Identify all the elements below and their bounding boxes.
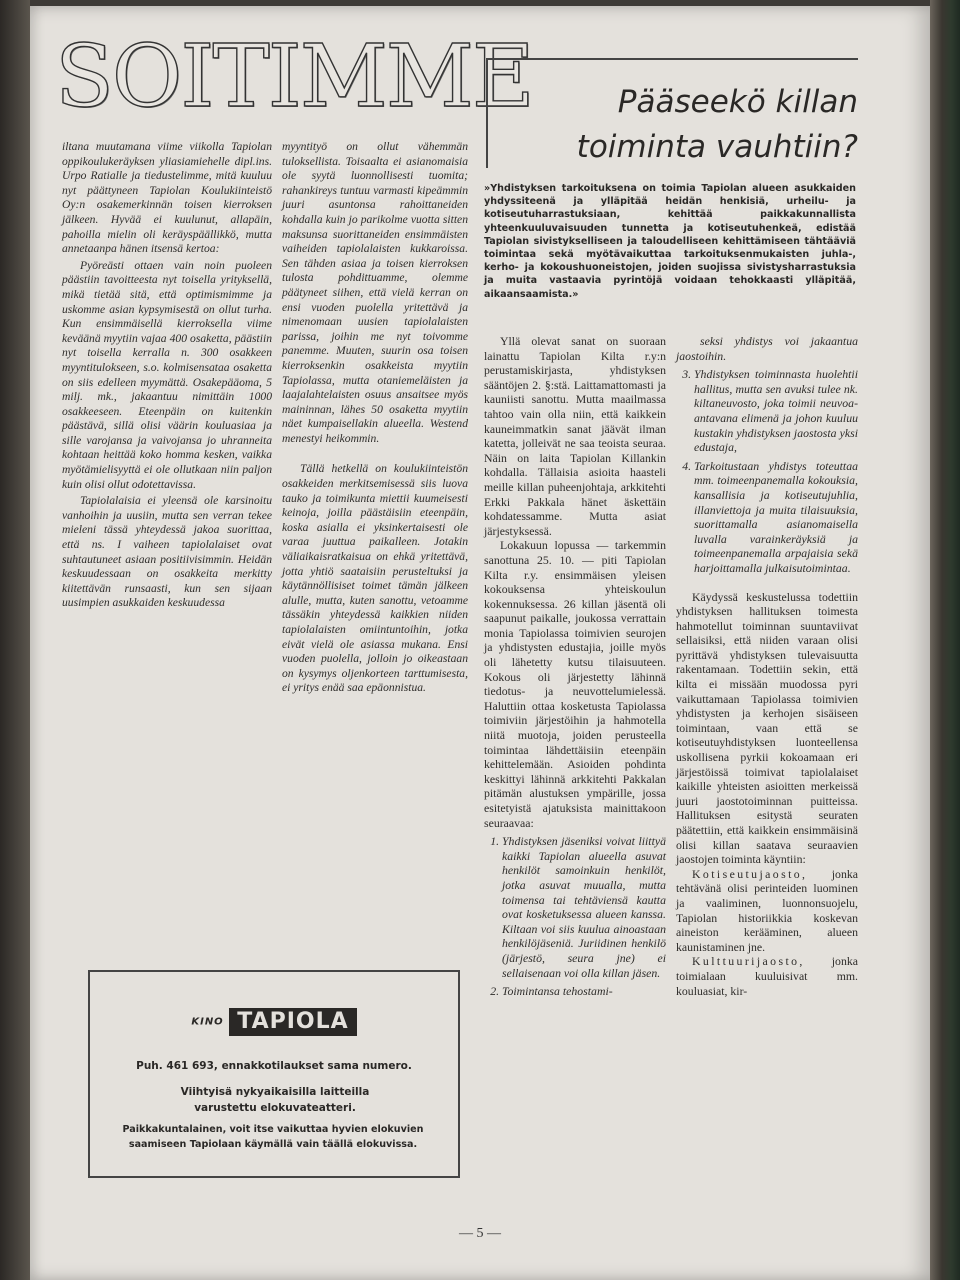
list-item: 3. Yhdistyksen toiminnasta huolehtii hallitus, mutta sen avuksi tulee nk. kiltaneuvosto, joka toimii neuvoa-antavana elimenä ja johon kuuluu kustakin yhdistyksen jaostosta yksi edustaja, (694, 367, 858, 455)
paragraph: myyntityö on ollut vähemmän tuloksellista. Toisaalta ei asianomaisia ole syytä luonnollisesti tuomita; rahankireys tuntuu varmasti kipeämmin juuri asuntonsa rahoittaneiden kohdalla kuin jo parikolme vuotta sitten maksunsa suorittaneiden ensimmäisten vaiheiden tapiolalaisten kukkaroissa. Sen tähden asiaa ja toisen kierroksen tulosta pohdittuamme, olemme päätyneet siihen, että vielä kerran on ensi vuoden puolella yritettävä ja nimenomaan uusien tapiolalaisten parissa, joihin me nyt toivomme panemme. Muuten, suurin osa toisen kierroksenkin osakkeista myytiin Tapiolassa, mutta otaniemeläisten ja laajalahtelaisten osuus ansaitsee myös maininnan, lähes 50 osaketta myytiin näet kumpaisellakin alueella. Westend menestyi heikommin. (282, 140, 468, 445)
paragraph (676, 954, 858, 998)
paragraph: Yllä olevat sanat on suoraan lainattu Tapiolan Kilta r.y:n perustamiskirjasta, yhdistyksen sääntöjen 2. §:stä. Laittamattomasti ja kauniisti sanottu. Mutta maailmassa tahtoo vain olla niin, että kaikkein kauneimmatkin sanat jäävät ilman katetta, jolleivät ne saa teoista seuraa. Näin on laita Tapiolan Killankin kohdalla. Tällaisia asioita haasteli meille killan puheenjohtaja, arkkitehti Erkki Pakkala hänet äskettäin kohdatessamme. Mutta asiat järjestyksessä. (484, 334, 666, 538)
ad-phone-line: Puh. 461 693, ennakkotilaukset sama numero. (136, 1060, 412, 1072)
headline-line-2: toiminta vauhtiin? (576, 129, 858, 165)
left-article-column-2 (282, 140, 468, 940)
kino-label: KINO (191, 1016, 224, 1028)
tapiola-logo: TAPIOLA (229, 1008, 356, 1036)
paragraph: Tällä hetkellä on koulukiinteistön osakkeiden merkitsemisessä siis luova tauko ja toimikunta miettii kuumeisesti keinoja, joilla päästäisiin eteenpäin, koska asialla ei yksinkertaisesti ole varaa juuttua paikalleen. Jotakin väliaikaisratkaisua on ehkä yritettävä, jotta yhtiö saataisiin perusteltuksi ja käytännöllisiset toimet tämän jälkeen alulle, mutta, kuten sanottu, vetoamme tässäkin yhteydessä kaikkien niiden tapiolalaisten omiintuntoihin, jotka eivät vielä ole asiassa mukana. Ensi vuoden puolella, jolloin jo oikeastaan on kysymys oljenkorteen tarttumisesta, ei yritys enää saa epäonnistua. (282, 462, 468, 695)
ad-logo-row (90, 1008, 458, 1036)
paragraph: Tapiolalaisia ei yleensä ole karsinoitu vanhoihin ja uusiin, mutta sen verran tekee mieleni tässä yhteydessä jakoa suorittaa, että ns. I vaiheen tapiolalaiset ovat suhtautuneet asiaan positiivisimmin. Heidän keskuudessaan on osakkeita merkitty kiitettävän runsaasti, kun sen sijaan uusimpien asukkaiden keskuudessa (62, 494, 272, 610)
book-binding-right (930, 0, 960, 1280)
paragraph: Käydyssä keskustelussa todettiin yhdistyksen hallituksen toimesta hahmotellut toiminnan suuntaviivat sellaisiksi, että niiden varaan olisi pyrittävä yhdistyksen tulevaisuutta rakentamaan. Todettiin sekin, että kilta ei missään muodossa pyri vaikuttamaan Tapiolassa toimivien yhdistysten ja kerhojen sisäiseen toimintaan, vaan että se kotiseutuyhdistyksen luonteellensa uskollisena pyrkii kokoamaan eri järjestöissä toimivat tapiolalaiset kaikille yhteisten asioitten merkeissä juuri jaostotoiminnan puitteissa. Hallituksen esitystä seuraten päätettiin, että kaikkein ensimmäisinä olisi killan saatava seuraavien jaostojen toiminta käyntiin: (676, 589, 858, 867)
section-name: Kulttuurijaosto, (692, 954, 805, 969)
ad-call-to-action: Paikkakuntalainen, voit itse vaikuttaa hyvien elokuvien saamiseen Tapiolaan käymällä vain täällä elokuvissa. (122, 1124, 424, 1150)
headline-line-1: Pääseekö killan (617, 84, 858, 120)
right-article-column-2 (676, 334, 858, 1214)
list-item: 4. Tarkoitustaan yhdistys toteuttaa mm. toimeenpanemalla kokouksia, kansallisia ja kotiseutujuhlia, illanviettoja ja muita tilaisuuksia, suorittamalla asianomaisella luvalla varainkeräyksiä ja toimeenpanemalla arpajaisia sekä harjoittamalla julkaisutoimintaa. (694, 459, 858, 576)
section-name: Kotiseutujaosto, (692, 866, 808, 881)
book-binding-left (0, 0, 30, 1280)
left-article-column-1 (62, 140, 272, 940)
cinema-advertisement (88, 970, 460, 1178)
masthead-title: SOITIMME (55, 27, 533, 127)
list-item: 1. Yhdistyksen jäseniksi voivat liittyä kaikki Tapiolan alueella asuvat henkilöt samoinkuin henkilöt, jotka asuvat muualla, mutta toimensa tai tehtäviensä kautta ovat kosketuksessa alueen kanssa. Kiltaan voi siis kuulua ainoastaan henkilöjäseniä. Juriidinen henkilö (järjestö, seura jne) ei sellaisenaan voi olla killan jäsen. (502, 834, 666, 980)
list-item: 2. Toimintansa tehostami- (502, 984, 666, 999)
page-number: — 5 — (459, 1226, 501, 1241)
section-text: jonka toimialaan kuuluisivat mm. kouluasiat, kir- (676, 954, 858, 998)
paragraph: Lokakuun lopussa — tarkemmin sanottuna 25. 10. — piti Tapiolan Kilta r.y. ensimmäisen yleisen kokouksensa yhteiskoulun kokennuksessa. 26 killan jäsentä oli saapunut paikalle, joukossa verrattain monia Tapiolassa toimivien seurojen ja yhdistysten edustajia, joille myös oli lähetetty kutsu tilaisuuteen. Kokous oli järjestetty lähinnä tiedotus- ja neuvottelumielessä. Haluttiin ottaa kosketusta Tapiolassa toimiviin järjestöihin ja hahmotella niitä muotoja, joiden perusteella toimintaa lähdettäisiin eteenpäin kehittelemään. Asioiden pohdinta keskittyi lähinnä arkkitehti Pakkalan pitämän alustuksen ympärille, jossa esitetyistä ajatuksista mainittakoon seuraavaa: (484, 538, 666, 830)
section-text: jonka tehtävänä olisi perinteiden luominen ja vaaliminen, luonnonsuojelu, Tapiolan historiikkia koskevan aineiston kerääminen, alueen kaunistaminen jne. (676, 866, 858, 954)
headline-box (486, 58, 858, 168)
paragraph (676, 867, 858, 955)
paragraph: Pyöreästi ottaen vain noin puoleen päästiin tavoitteesta nyt toisella yrityksellä, mikä tietää sitä, että optimismimme ja uskomme asian kypsymisestä on ollut turha. Kun ensimmäisellä kierroksella viime keväänä myytiin vajaa 400 osaketta, päästiin nyt toisella kerralla n. 300 osakkeen myyntitulokseen, s.o. kolmisensataa osaketta on siis edelleen myymättä. Osakepääoma, 5 milj. mk., jakaantuu nimittäin 1000 osakkeeseen. Eteenpäin on kuitenkin päästävä, sillä olisi väärin kouluasiaa ja sille varojansa ja vaivojansa jo uhranneita kohtaan heittää koko homma kesken, vaikka myötämielisyyttä ei ole ollutkaan niin paljon kuin olisi ollut odotettavissa. (62, 258, 272, 491)
article-intro-quote: »Yhdistyksen tarkoituksena on toimia Tapiolan alueen asukkaiden yhdyssiteenä ja ylläpitää heidän henkisiä, urheilu- ja kotiseutuharrastuksiaan, kehittää paikkakunnallista yhteenkuuluvaisuuden tunnetta ja kotiseutuhenkeä, edistää Tapiolan sivistykselliseen ja taloudelliseen kehittämiseen tähtääviä toimintaa sekä myötävaikuttaa tarkoituksenmukaisten juhla-, kerho- ja kokoushuoneistojen, joiden suojissa sivistysharrastuksia ja muita vastaavia pyrintöjä voidaan tehokkaasti ylläpitää, aikaansaamista.» (484, 183, 856, 300)
paragraph: seksi yhdistys voi jakaantua jaostoihin. (676, 334, 858, 363)
ad-description: Viihtyisä nykyaikaisilla laitteilla varustettu elokuvateatteri. (180, 1086, 370, 1114)
article-headline (577, 80, 858, 170)
right-article-column-1 (484, 334, 666, 1214)
paragraph: iltana muutamana viime viikolla Tapiolan oppikoulukeräyksen yliasiamiehelle dipl.ins. Urpo Ratialle ja tiedustelimme, mitä kuuluu nyt päättyneen Tapiolan Koulukiinteistö Oy:n osakemerkinnän toisen kierroksen jälkeen. Hyvää ei kuulunut, allapäin, pahoilla mielin oli keräyspäällikkö, mutta annetaanpa hänen itsensä kertoa: (62, 140, 272, 256)
